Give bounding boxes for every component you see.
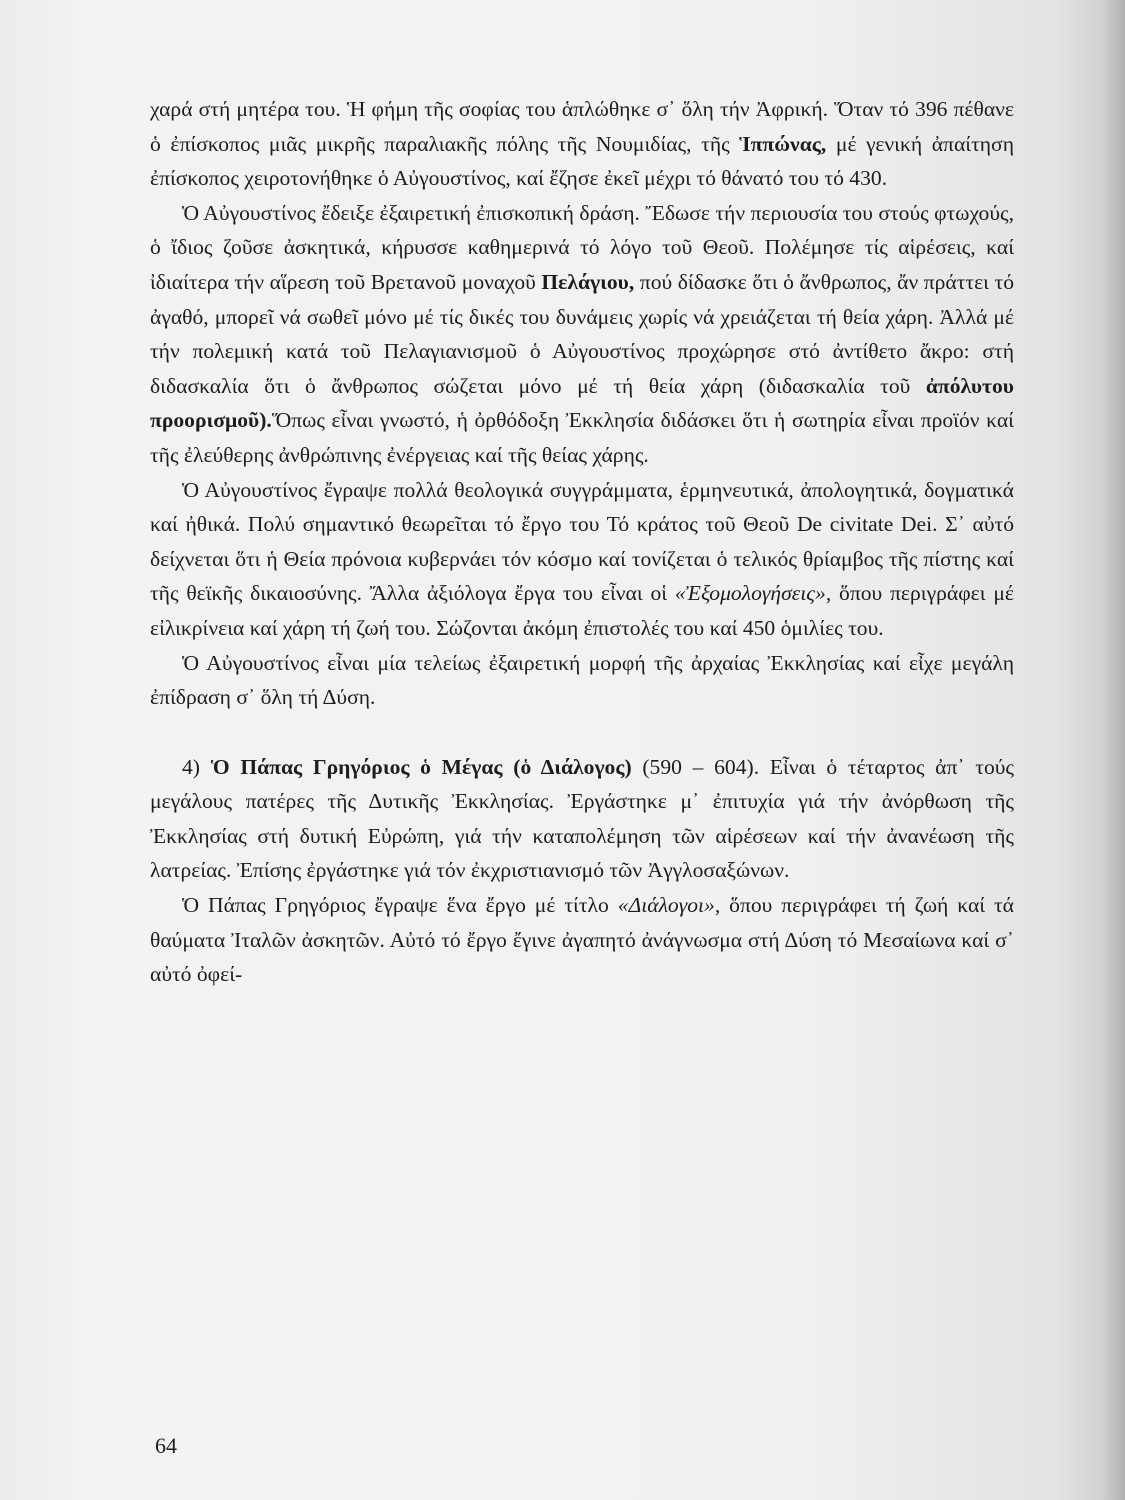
page-number: 64 (155, 1433, 177, 1458)
text-run: Ὁ Αὐγουστίνος εἶναι μία τελείως ἐξαιρετική μορφή τῆς ἀρχαίας Ἐκκλησίας καί εἶχε μεγάλη ἐπίδραση σ᾽ ὅλη τή Δύση. (150, 650, 1014, 710)
text-run: Ὅπως εἶναι γνωστό, ἡ ὀρθόδοξη Ἐκκλησία διδάσκει ὅτι ἡ σωτηρία εἶναι προϊόν καί τῆς ἐλεύθερης ἀνθρώπινης ἐνέργειας καί τῆς θείας χάρης. (150, 408, 1014, 467)
paragraph-episcopal-activity (150, 196, 1014, 473)
italic-title-dialogues: «Διάλογοι» (617, 893, 715, 918)
text-run: μέ γενική ἀπαίτηση ἐπίσκοπος χειροτονήθηκε ὁ Αὐγουστίνος, καί ἔζησε ἐκεῖ μέχρι τό θάνατό του τό 430. (150, 131, 1014, 191)
bold-term-hippo: Ἱππώνας, (739, 131, 827, 156)
paragraph-influence (150, 646, 1014, 715)
body-text (150, 92, 1014, 992)
paragraph-dialogues (150, 888, 1014, 992)
text-run: Ὁ Αὐγουστίνος ἔγραψε πολλά θεολογικά συγγράμματα, ἑρμηνευτικά, ἀπολογητικά, δογματικά καί ἠθικά. Πολύ σημαντικό θεωρεῖται τό ἔργο του Τό κράτος τοῦ Θεοῦ De civitate Dei. Σ᾽ αὐτό δείχνεται ὅτι ἡ Θεία πρόνοια κυβερνάει τόν κόσμο καί τονίζεται ὁ τελικός θρίαμβος τῆς πίστης καί τῆς θεϊκῆς δικαιοσύνης. Ἄλλα ἀξιόλογα ἔργα του εἶναι οἱ (150, 477, 1014, 606)
paragraph-gap (150, 715, 1014, 750)
page-edge-shadow (1101, 0, 1125, 1500)
section-heading-gregory: Ὁ Πάπας Γρηγόριος ὁ Μέγας (ὁ Διάλογος) (210, 754, 632, 779)
italic-title-confessions: «Ἐξομολογήσεις» (674, 581, 826, 606)
text-run: (590 – 604). Εἶναι ὁ τέταρτος ἀπ᾽ τούς μεγάλους πατέρες τῆς Δυτικῆς Ἐκκλησίας. Ἐργάστηκε μ᾽ ἐπιτυχία γιά τήν ἀνόρθωση τῆς Ἐκκλησίας στή δυτική Εὐρώπη, γιά τήν καταπολέμηση τῶν αἱρέσεων καί τήν ἀνανέωση τῆς λατρείας. Ἐπίσης ἐργάστηκε γιά τόν ἐκχριστιανισμό τῶν Ἀγγλοσαξώνων. (150, 754, 1014, 883)
paragraph-writings (150, 473, 1014, 646)
text-run: χαρά στή μητέρα του. Ἡ φήμη τῆς σοφίας του ἁπλώθηκε σ᾽ ὅλη τήν Ἀφρική. Ὅταν τό 396 πέθανε ὁ ἐπίσκοπος μιᾶς μικρῆς παραλιακῆς πόλης τῆς Νουμιδίας, τῆς (150, 97, 1014, 156)
paragraph-gregory-heading (150, 750, 1014, 888)
text-run: , ὅπου περιγράφει μέ εἰλικρίνεια καί χάρη τή ζωή του. Σώζονται ἀκόμη ἐπιστολές του καί 450 ὁμιλίες του. (150, 581, 1014, 640)
text-run: , ὅπου περιγράφει τή ζωή καί τά θαύματα Ἰταλῶν ἀσκητῶν. Αὐτό τό ἔργο ἔγινε ἀγαπητό ἀνάγνωσμα στή Δύση τό Μεσαίωνα καί σ᾽ αὐτό ὀφεί- (150, 893, 1014, 987)
text-run: πού δίδασκε ὅτι ὁ ἄνθρωπος, ἄν πράττει τό ἀγαθό, μπορεῖ νά σωθεῖ μόνο μέ τίς δικές του δυνάμεις χωρίς νά χρειάζεται τή θεία χάρη. Ἀλλά μέ τήν πολεμική κατά τοῦ Πελαγιανισμοῦ ὁ Αὐγουστίνος προχώρησε στό ἀντίθετο ἄκρο: στή διδασκαλία ὅτι ὁ ἄνθρωπος σώζεται μόνο μέ τή θεία χάρη (διδασκαλία τοῦ (150, 269, 1014, 398)
section-number: 4) (182, 754, 211, 779)
text-run: Ὁ Πάπας Γρηγόριος ἔγραψε ἕνα ἔργο μέ τίτλο (182, 893, 618, 918)
bold-term-pelagius: Πελάγιου, (541, 269, 635, 294)
bold-term-predestination: ἀπόλυτου προορισμοῦ). (150, 373, 1014, 433)
paragraph-augustine-hippo (150, 92, 1014, 196)
text-run: Ὁ Αὐγουστίνος ἔδειξε ἐξαιρετική ἐπισκοπική δράση. Ἔδωσε τήν περιουσία του στούς φτωχούς, ὁ ἴδιος ζοῦσε ἀσκητικά, κήρυσσε καθημερινά τό λόγο τοῦ Θεοῦ. Πολέμησε τίς αἱρέσεις, καί ἰδιαίτερα τήν αἵρεση τοῦ Βρετανοῦ μοναχοῦ (150, 200, 1014, 294)
